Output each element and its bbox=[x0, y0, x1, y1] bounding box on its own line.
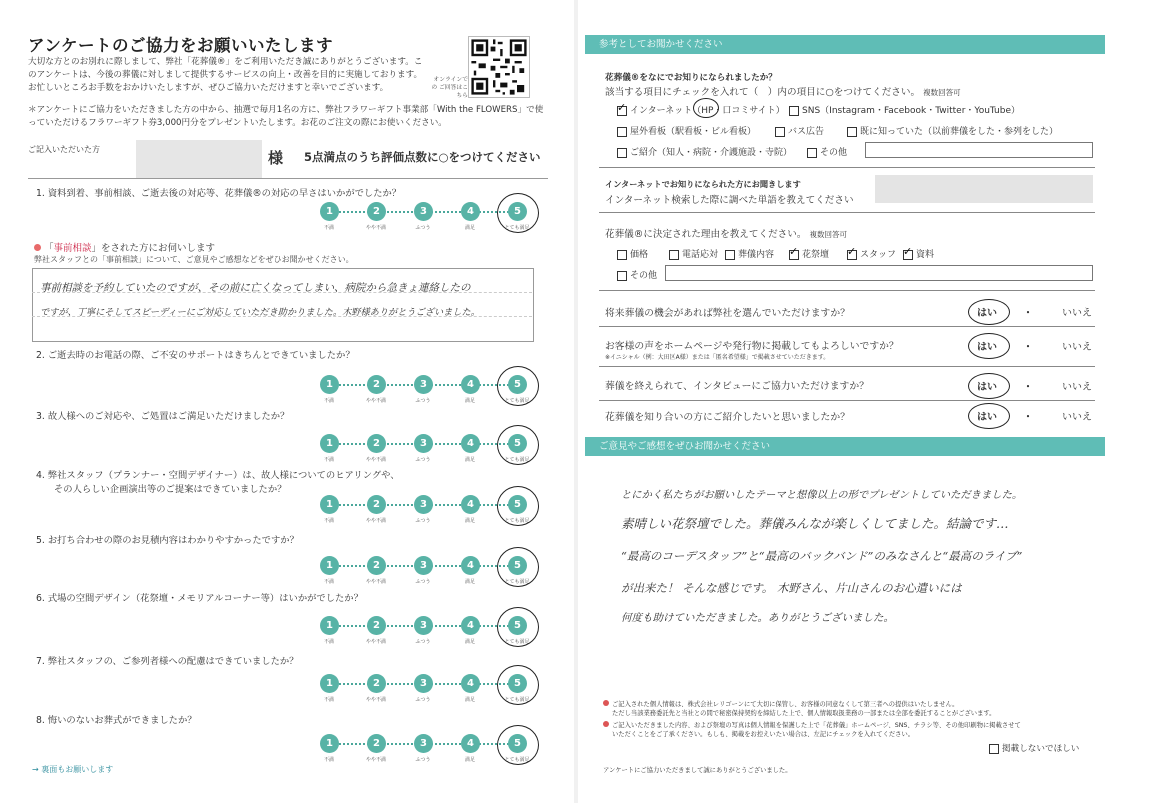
selected-circle bbox=[497, 665, 539, 705]
rating-2[interactable]: 2 bbox=[367, 556, 386, 575]
yes-option[interactable]: はい bbox=[977, 308, 997, 319]
rating-4[interactable]: 4 bbox=[461, 495, 480, 514]
question-3: 3. 故人様へのご対応や、ご処置はご満足いただけましたか？ bbox=[36, 411, 290, 422]
rating-label: とても満足 bbox=[504, 398, 530, 404]
handwritten-answer-line: 事前相談を予約していたのですが、その前に亡くなってしまい、病院から急きょ連絡したの bbox=[40, 282, 471, 294]
no-publish-option[interactable]: 掲載しないでほしい bbox=[989, 742, 1079, 754]
selected-circle bbox=[968, 403, 1010, 429]
rating-label: やや不満 bbox=[365, 639, 386, 645]
rating-5[interactable]: 5 bbox=[508, 616, 527, 635]
question-2: 2. ご逝去時のお電話の際、ご不安のサポートはきちんとできていましたか？ bbox=[36, 350, 355, 361]
rating-2[interactable]: 2 bbox=[367, 375, 386, 394]
rating-label: ふつう bbox=[415, 225, 431, 231]
rating-1[interactable]: 1 bbox=[320, 202, 339, 221]
checkbox-icon[interactable] bbox=[617, 148, 627, 158]
rating-label: 不満 bbox=[323, 579, 334, 585]
handwritten-comment-line: 何度も助けていただきました。ありがとうございました。 bbox=[621, 612, 894, 624]
rating-label: 不満 bbox=[323, 225, 334, 231]
rating-scale-7 bbox=[314, 674, 534, 708]
rating-scale-8 bbox=[314, 734, 534, 768]
option-referral[interactable]: ご紹介（知人・病院・介護施設・寺院） bbox=[617, 145, 792, 158]
opinion-section-band: ご意見やご感想をぜひお聞かせください bbox=[585, 437, 1105, 456]
rating-label: ふつう bbox=[415, 457, 431, 463]
checkbox-icon[interactable] bbox=[617, 127, 627, 137]
separator: ・ bbox=[1023, 342, 1033, 353]
rating-label: やや不満 bbox=[365, 579, 386, 585]
rating-1[interactable]: 1 bbox=[320, 556, 339, 575]
other-input[interactable] bbox=[865, 142, 1093, 158]
rating-label: ふつう bbox=[415, 579, 431, 585]
yes-option[interactable]: はい bbox=[977, 382, 997, 393]
reason-question: 花葬儀®に決定された理由を教えてください。 複数回答可 bbox=[605, 229, 848, 240]
section-rule bbox=[599, 212, 1095, 213]
rating-label: 満足 bbox=[464, 518, 475, 524]
left-sheet bbox=[18, 14, 566, 792]
rating-4[interactable]: 4 bbox=[461, 734, 480, 753]
separator: ・ bbox=[1023, 308, 1033, 319]
rating-label: 満足 bbox=[464, 457, 475, 463]
rating-label: やや不満 bbox=[365, 697, 386, 703]
selected-circle bbox=[497, 193, 539, 233]
publish-note: ご記入いただきました内容、および祭壇の写真は個人情報を保護した上で「花葬儀」ホームページ、SNS、チラシ等、その他印刷物に掲載させて bbox=[603, 721, 1021, 730]
reason-price[interactable]: 価格 bbox=[617, 247, 648, 260]
name-field-redacted[interactable] bbox=[136, 140, 262, 178]
rating-label: やや不満 bbox=[365, 518, 386, 524]
option-outdoor-sign[interactable]: 屋外看板（駅看板・ビル看板） bbox=[617, 124, 756, 137]
rating-4[interactable]: 4 bbox=[461, 556, 480, 575]
rating-1[interactable]: 1 bbox=[320, 434, 339, 453]
checkbox-icon[interactable] bbox=[669, 250, 679, 260]
rating-3[interactable]: 3 bbox=[414, 556, 433, 575]
rating-label: やや不満 bbox=[365, 457, 386, 463]
rating-3[interactable]: 3 bbox=[414, 734, 433, 753]
yn-question-2-note: ※イニシャル（例：大田区A様）または「匿名希望様」で掲載させていただきます。 bbox=[605, 354, 830, 361]
rating-1[interactable]: 1 bbox=[320, 734, 339, 753]
question-1: 1. 資料到着、事前相談、ご逝去後の対応等、花葬儀®の対応の早さはいかがでしたか？ bbox=[36, 188, 402, 199]
rating-5[interactable]: 5 bbox=[508, 734, 527, 753]
yes-option[interactable]: はい bbox=[977, 412, 997, 423]
reason-altar[interactable]: ✓ 花祭壇 bbox=[789, 244, 830, 260]
rating-5[interactable]: 5 bbox=[508, 674, 527, 693]
rating-scale-5 bbox=[314, 556, 534, 590]
rating-1[interactable]: 1 bbox=[320, 674, 339, 693]
rating-3[interactable]: 3 bbox=[414, 495, 433, 514]
selected-circle bbox=[497, 486, 539, 526]
no-option[interactable]: いいえ bbox=[1062, 412, 1092, 423]
rating-label: 満足 bbox=[464, 639, 475, 645]
selected-circle bbox=[497, 425, 539, 465]
right-sheet bbox=[585, 14, 1113, 792]
separator: ・ bbox=[1023, 412, 1033, 423]
honorific: 様 bbox=[268, 149, 284, 167]
checkbox-icon[interactable] bbox=[775, 127, 785, 137]
checkbox-icon[interactable] bbox=[807, 148, 817, 158]
rating-scale-3 bbox=[314, 434, 534, 468]
rating-5[interactable]: 5 bbox=[508, 556, 527, 575]
bullet-icon bbox=[603, 700, 609, 706]
rating-3[interactable]: 3 bbox=[414, 375, 433, 394]
search-word-field-redacted[interactable] bbox=[875, 175, 1093, 203]
handwritten-comment-line: が出来た！ そんな感じです。 木野さん、片山さんのお心遣いには bbox=[621, 581, 962, 595]
selected-circle bbox=[497, 607, 539, 647]
question-8: 8. 悔いのないお葬式ができましたか？ bbox=[36, 715, 197, 726]
rating-1[interactable]: 1 bbox=[320, 495, 339, 514]
selected-circle bbox=[968, 299, 1010, 325]
name-label: ご記入いただいた方 bbox=[28, 145, 100, 154]
reference-section-band: 参考としてお聞かせください bbox=[585, 35, 1105, 54]
reason-phone[interactable]: 電話応対 bbox=[669, 247, 718, 260]
rating-label: とても満足 bbox=[504, 579, 530, 585]
option-sns[interactable]: SNS（Instagram・Facebook・Twitter・YouTube） bbox=[789, 103, 1020, 116]
rating-5[interactable]: 5 bbox=[508, 434, 527, 453]
internet-question: インターネットでお知りになられた方にお聞きします bbox=[605, 179, 801, 189]
rating-label: 満足 bbox=[464, 579, 475, 585]
yn-question-2: お客様の声をホームページや発行物に掲載してもよろしいですか？ bbox=[605, 341, 899, 352]
no-option[interactable]: いいえ bbox=[1062, 308, 1092, 319]
checkbox-icon[interactable] bbox=[789, 106, 799, 116]
thanks-note: アンケートにご協力いただきまして誠にありがとうございました。 bbox=[603, 767, 792, 774]
how-known-question: 花葬儀®をなにでお知りになられましたか？ bbox=[605, 73, 777, 83]
intro-text: 大切な方とのお別れに際しまして、弊社「花葬儀®」をご利用いただき誠にありがとうございます。このアンケートは、今後の葬儀に対しまして提供するサービスの向上・改善を目的に実施しております。お忙しいところお手数をおかけいたしますが、ぜひご協力いただけますと幸いでございます。 bbox=[28, 57, 423, 93]
rating-4[interactable]: 4 bbox=[461, 202, 480, 221]
checkbox-icon[interactable]: ✓ bbox=[617, 100, 627, 114]
name-underline bbox=[28, 178, 548, 179]
rating-label: 不満 bbox=[323, 697, 334, 703]
pre-consult-heading: 「事前相談」をされた方にお伺いします bbox=[34, 240, 215, 254]
rating-scale-6 bbox=[314, 616, 534, 650]
rating-4[interactable]: 4 bbox=[461, 616, 480, 635]
separator: ・ bbox=[1023, 382, 1033, 393]
question-5: 5. お打ち合わせの際のお見積内容はわかりやすかったですか？ bbox=[36, 535, 299, 546]
checkbox-icon[interactable]: ✓ bbox=[847, 244, 857, 258]
rating-4[interactable]: 4 bbox=[461, 674, 480, 693]
handwritten-comment-line: 素晴しい花祭壇でした。葬儀みんなが楽しくしてました。結論です… bbox=[621, 516, 1009, 531]
rating-label: 満足 bbox=[464, 697, 475, 703]
privacy-note: ご記入された個人情報は、株式会社レリゴーンにて大切に保管し、お客様の同意なくして第三者への提供はいたしません。 bbox=[603, 700, 958, 709]
score-instruction: 5点満点のうち評価点数に○をつけてください bbox=[304, 150, 541, 164]
rating-label: 満足 bbox=[464, 757, 475, 763]
rating-label: ふつう bbox=[415, 757, 431, 763]
qr-code-icon[interactable] bbox=[468, 36, 530, 98]
rating-label: とても満足 bbox=[504, 225, 530, 231]
rating-label: 不満 bbox=[323, 639, 334, 645]
reason-other-input[interactable] bbox=[665, 265, 1093, 281]
rating-1[interactable]: 1 bbox=[320, 375, 339, 394]
present-note: ＊アンケートにご協力をいただきました方の中から、抽選で毎月1名の方に、弊社フラワーギフト事業部「With the FLOWERS」で使っていただけるフラワーギフト券3,000円分をプレゼントいたします。お花のご注文の際にお使いください。 bbox=[28, 105, 544, 128]
rating-3[interactable]: 3 bbox=[414, 202, 433, 221]
rating-1[interactable]: 1 bbox=[320, 616, 339, 635]
rating-label: ふつう bbox=[415, 697, 431, 703]
rating-4[interactable]: 4 bbox=[461, 434, 480, 453]
section-rule bbox=[599, 400, 1095, 401]
yn-question-1: 将来葬儀の機会があれば弊社を選んでいただけますか？ bbox=[605, 308, 850, 319]
no-option[interactable]: いいえ bbox=[1062, 342, 1092, 353]
handwritten-answer-line: ですが、丁寧にそしてスピーディーにご対応していただき助かりました。木野様ありがとうございました。 bbox=[40, 307, 480, 318]
rating-3[interactable]: 3 bbox=[414, 616, 433, 635]
rating-label: やや不満 bbox=[365, 398, 386, 404]
question-4-line-2: その人らしい企画演出等のご提案はできていましたか？ bbox=[54, 484, 287, 495]
rating-label: とても満足 bbox=[504, 757, 530, 763]
privacy-note-2: ただし当該業務委託先と当社との間で秘密保持契約を締結した上で、個人情報取扱業務の一部または全部を委託することがございます。 bbox=[612, 710, 996, 717]
rating-scale-1 bbox=[314, 202, 534, 236]
survey-title: アンケートのご協力をお願いいたします bbox=[28, 36, 334, 55]
bullet-icon bbox=[603, 721, 609, 727]
rating-scale-2 bbox=[314, 375, 534, 409]
no-option[interactable]: いいえ bbox=[1062, 382, 1092, 393]
question-4: 4. 弊社スタッフ（プランナー・空間デザイナー）は、故人様についてのヒアリングや、 bbox=[36, 470, 400, 481]
rating-2[interactable]: 2 bbox=[367, 674, 386, 693]
selected-circle bbox=[497, 547, 539, 587]
section-rule bbox=[599, 326, 1095, 327]
section-rule bbox=[599, 366, 1095, 367]
question-7: 7. 弊社スタッフの、ご参列者様への配慮はできていましたか？ bbox=[36, 656, 299, 667]
pre-consult-note: 弊社スタッフとの「事前相談」について、ご意見やご感想などをぜひお聞かせください。 bbox=[34, 255, 354, 264]
rating-label: ふつう bbox=[415, 398, 431, 404]
bullet-icon bbox=[34, 244, 41, 251]
checkbox-icon[interactable] bbox=[617, 271, 627, 281]
rating-label: 満足 bbox=[464, 225, 475, 231]
rating-label: 不満 bbox=[323, 757, 334, 763]
rating-2[interactable]: 2 bbox=[367, 434, 386, 453]
rating-label: ふつう bbox=[415, 518, 431, 524]
rating-label: とても満足 bbox=[504, 639, 530, 645]
selected-circle bbox=[693, 98, 719, 118]
checkbox-icon[interactable]: ✓ bbox=[903, 244, 913, 258]
rating-3[interactable]: 3 bbox=[414, 434, 433, 453]
handwritten-comment-line: とにかく私たちがお願いしたテーマと想像以上の形でプレゼントしていただきました。 bbox=[621, 489, 1023, 501]
checkbox-icon[interactable] bbox=[989, 744, 999, 754]
rating-label: 満足 bbox=[464, 398, 475, 404]
rating-5[interactable]: 5 bbox=[508, 202, 527, 221]
qr-note: オンラインでの ご回答はこちら bbox=[431, 77, 468, 99]
publish-note-2: いただくことをご了承ください。もしも、掲載をお控えいたい場合は、左記にチェックを入れてください。 bbox=[612, 731, 915, 738]
question-6: 6. 式場の空間デザイン（花祭壇・メモリアルコーナー等）はいかがでしたか？ bbox=[36, 593, 363, 604]
see-back-note: → 裏面もお願いします bbox=[32, 765, 114, 774]
rating-label: とても満足 bbox=[504, 518, 530, 524]
rating-2[interactable]: 2 bbox=[367, 495, 386, 514]
rating-5[interactable]: 5 bbox=[508, 375, 527, 394]
rating-label: とても満足 bbox=[504, 457, 530, 463]
internet-question-2: インターネット検索した際に調べた単語を教えてください bbox=[605, 195, 854, 206]
rating-label: やや不満 bbox=[365, 225, 386, 231]
option-internet[interactable]: ✓ インターネット（HP・口コミサイト） bbox=[617, 100, 785, 116]
handwritten-comment-line: “最高のコーデスタッフ”と“最高のバックバンド”のみなさんと“最高のライブ” bbox=[621, 549, 1023, 563]
how-known-instruction: 該当する項目にチェックを入れて（ ）内の項目に○をつけてください。 複数回答可 bbox=[605, 87, 961, 98]
rating-label: 不満 bbox=[323, 518, 334, 524]
section-rule bbox=[599, 167, 1095, 168]
yes-option[interactable]: はい bbox=[977, 342, 997, 353]
reason-other[interactable]: その他 bbox=[617, 268, 657, 281]
reason-content[interactable]: 葬儀内容 bbox=[725, 247, 774, 260]
option-bus-ad[interactable]: バス広告 bbox=[775, 124, 824, 137]
rating-5[interactable]: 5 bbox=[508, 495, 527, 514]
option-already-known[interactable]: 既に知っていた（以前葬儀をした・参列をした） bbox=[847, 124, 1058, 137]
rating-2[interactable]: 2 bbox=[367, 616, 386, 635]
selected-circle bbox=[968, 333, 1010, 359]
page-divider bbox=[574, 0, 578, 803]
checkbox-icon[interactable] bbox=[617, 250, 627, 260]
rating-label: ふつう bbox=[415, 639, 431, 645]
rating-label: とても満足 bbox=[504, 697, 530, 703]
checkbox-icon[interactable] bbox=[847, 127, 857, 137]
checkbox-icon[interactable] bbox=[725, 250, 735, 260]
section-rule bbox=[599, 290, 1095, 291]
rating-label: 不満 bbox=[323, 398, 334, 404]
rating-label: 不満 bbox=[323, 457, 334, 463]
rating-label: やや不満 bbox=[365, 757, 386, 763]
yn-question-3: 葬儀を終えられて、インタビューにご協力いただけますか？ bbox=[605, 381, 869, 392]
rating-4[interactable]: 4 bbox=[461, 375, 480, 394]
rating-3[interactable]: 3 bbox=[414, 674, 433, 693]
reason-materials[interactable]: ✓ 資料 bbox=[903, 244, 935, 260]
checkbox-icon[interactable]: ✓ bbox=[789, 244, 799, 258]
selected-circle bbox=[968, 373, 1010, 399]
rating-scale-4 bbox=[314, 495, 534, 529]
rating-2[interactable]: 2 bbox=[367, 202, 386, 221]
selected-circle bbox=[497, 725, 539, 765]
yn-question-4: 花葬儀を知り合いの方にご紹介したいと思いましたか？ bbox=[605, 412, 850, 423]
reason-staff[interactable]: ✓ スタッフ bbox=[847, 244, 897, 260]
rating-2[interactable]: 2 bbox=[367, 734, 386, 753]
option-other[interactable]: その他 bbox=[807, 145, 847, 158]
selected-circle bbox=[497, 366, 539, 406]
